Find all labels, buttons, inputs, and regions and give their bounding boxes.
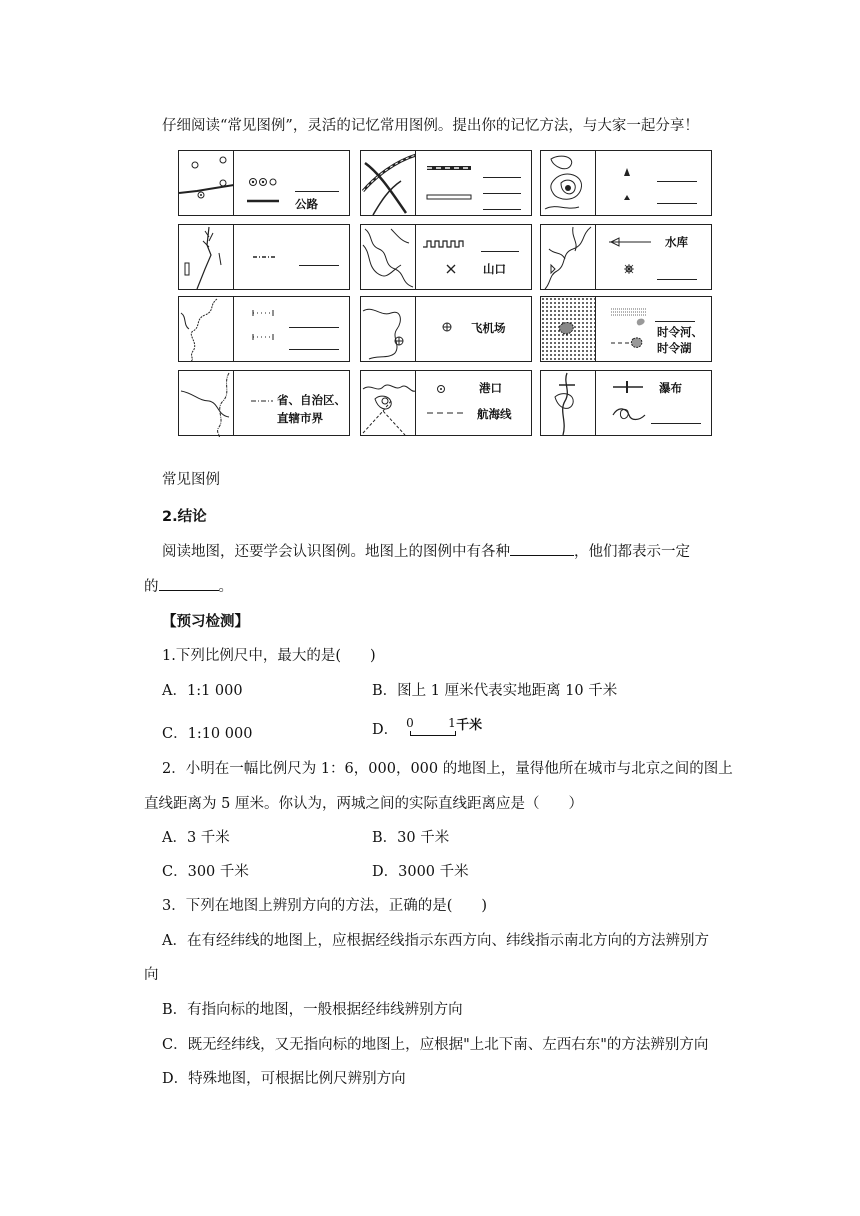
option-d-label: D． xyxy=(372,722,399,738)
question-2-option-c[interactable]: C．300 千米 xyxy=(162,864,249,880)
legend-label-shipping-route: 航海线 xyxy=(477,407,512,421)
question-2-stem-line-1: 2．小明在一幅比例尺为 1：6，000，000 的地图上，量得他所在城市与北京之间的图上 xyxy=(162,761,733,777)
conclusion-text-3: 的 xyxy=(144,579,159,595)
conclusion-line-2 xyxy=(144,575,233,596)
port-anchor-icon xyxy=(361,371,533,437)
answer-blank-2[interactable] xyxy=(159,576,219,591)
legend-label-port: 港口 xyxy=(479,381,502,395)
question-1-option-d[interactable] xyxy=(372,716,483,739)
legend-cell-pass xyxy=(360,224,532,290)
waterfall-icon xyxy=(541,371,713,437)
scale-bar-end-label: 1 xyxy=(448,716,456,730)
legend-cell-waterfall xyxy=(540,370,712,436)
boundary-lines-icon xyxy=(179,297,351,363)
question-2-stem-line-2: 直线距离为 5 厘米。你认为，两城之间的实际直线距离应是（ ） xyxy=(144,796,583,812)
scale-bar-start-label: 0 xyxy=(406,716,414,730)
legend-cell-highway xyxy=(178,150,350,216)
legend-label-seasonal-river: 时令河、 xyxy=(657,325,703,339)
conclusion-text-1: 阅读地图，还要学会认识图例。地图上的图例中有各种 xyxy=(162,544,510,560)
legend-figure xyxy=(178,150,714,442)
legend-label-municipality: 直辖市界 xyxy=(277,411,323,425)
legend-label-reservoir: 水库 xyxy=(665,235,688,249)
boundary-line-icon xyxy=(179,225,351,291)
conclusion-heading: 2.结论 xyxy=(162,509,207,525)
legend-cell-port xyxy=(360,370,532,436)
answer-blank-1[interactable] xyxy=(510,541,574,556)
legend-label-airport: 飞机场 xyxy=(471,321,506,335)
question-1-stem: 1.下列比例尺中，最大的是( ) xyxy=(162,648,376,664)
legend-label-seasonal-lake: 时令湖 xyxy=(657,341,692,355)
legend-label-pass: 山口 xyxy=(483,262,506,276)
question-2-option-d[interactable]: D．3000 千米 xyxy=(372,864,469,880)
legend-label-highway: 公路 xyxy=(295,197,318,211)
question-1-option-c[interactable]: C．1:10 000 xyxy=(162,726,253,742)
scale-bar-unit: 千米 xyxy=(456,718,483,733)
question-3-option-b[interactable]: B．有指向标的地图，一般根据经纬线辨别方向 xyxy=(162,1002,463,1018)
conclusion-line-1 xyxy=(162,540,690,561)
legend-cell-mountain xyxy=(540,150,712,216)
legend-cell-river xyxy=(178,224,350,290)
conclusion-text-4: 。 xyxy=(218,579,233,595)
legend-cell-railway xyxy=(360,150,532,216)
wall-and-pass-icon xyxy=(361,225,533,291)
legend-cell-airport xyxy=(360,296,532,362)
question-3-option-a-line-2[interactable]: 向 xyxy=(144,967,159,983)
intro-text: 仔细阅读“常见图例”，灵活的记忆常用图例。提出你的记忆方法，与大家一起分享！ xyxy=(162,118,699,134)
section-title: 【预习检测】 xyxy=(162,614,249,630)
legend-cell-boundary xyxy=(178,296,350,362)
figure-caption: 常见图例 xyxy=(162,472,220,488)
question-2-option-a[interactable]: A．3 千米 xyxy=(162,830,230,846)
legend-cell-reservoir xyxy=(540,224,712,290)
question-1-option-a[interactable]: A．1:1 000 xyxy=(162,683,243,699)
legend-label-province: 省、自治区、 xyxy=(277,393,346,407)
question-3-stem: 3．下列在地图上辨别方向的方法，正确的是( ) xyxy=(162,898,488,914)
scale-bar-icon xyxy=(404,716,483,738)
legend-cell-seasonal xyxy=(540,296,712,362)
question-3-option-c[interactable]: C．既无经纬线，又无指向标的地图上，应根据"上北下南、左西右东"的方法辨别方向 xyxy=(162,1037,709,1053)
question-3-option-a-line-1[interactable]: A．在有经纬线的地图上，应根据经线指示东西方向、纬线指示南北方向的方法辨别方 xyxy=(162,933,709,949)
conclusion-text-2: ，他们都表示一定 xyxy=(574,544,690,560)
railway-line-icon xyxy=(361,151,533,217)
city-symbols-icon xyxy=(179,151,351,217)
legend-label-waterfall: 瀑布 xyxy=(659,381,682,395)
peak-icon xyxy=(541,151,713,217)
question-1-option-b[interactable]: B．图上 1 厘米代表实地距离 10 千米 xyxy=(372,683,618,699)
question-2-option-b[interactable]: B．30 千米 xyxy=(372,830,450,846)
airport-icon xyxy=(361,297,533,363)
question-3-option-d[interactable]: D．特殊地图，可根据比例尺辨别方向 xyxy=(162,1071,406,1087)
legend-cell-province-border xyxy=(178,370,350,436)
